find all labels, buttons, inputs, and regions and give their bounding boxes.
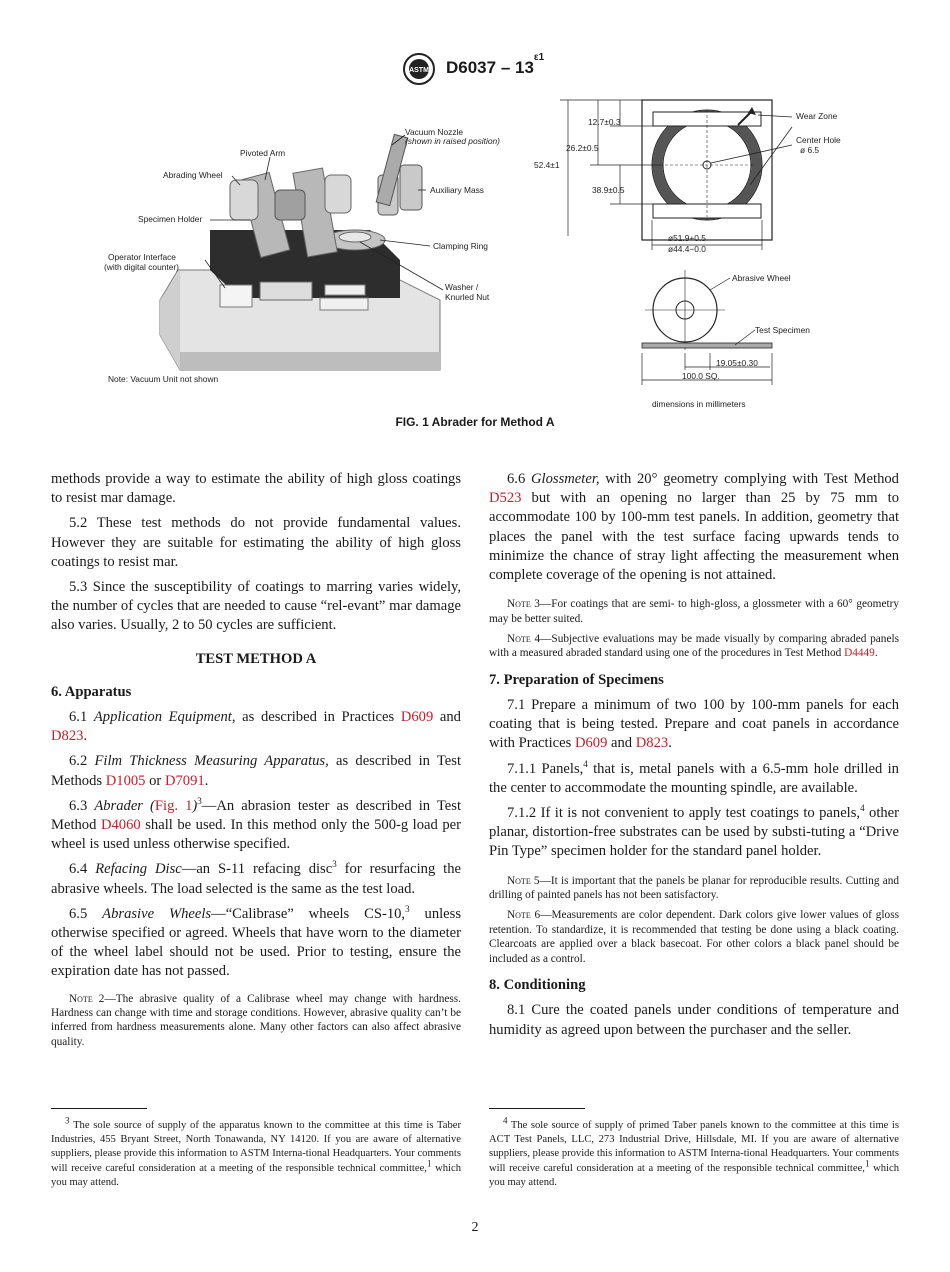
paragraph: methods provide a way to estimate the ability of high gloss coatings to resist mar damage. xyxy=(51,471,461,507)
figure-link[interactable]: Fig. 1 xyxy=(154,797,193,814)
note-2: Note 2—The abrasive quality of a Calibrase wheel may change with hardness. Hardness can change with time and storage conditions. However, abrasive quality can’t be inferred from hardness measurements alone. Many other factors can also affect abrasive quality. xyxy=(51,992,461,1048)
ref-link[interactable]: D609 xyxy=(574,735,608,752)
note-3: Note 3—For coatings that are semi- to high-gloss, a glossmeter with a 60° geometry may be better suited. xyxy=(489,598,900,625)
designation: $D6037 - 13^{\varepsilon 1}$ xyxy=(446,52,545,77)
svg-text:Knurled Nut: Knurled Nut xyxy=(445,292,490,302)
svg-text:Abrading Wheel: Abrading Wheel xyxy=(163,170,223,180)
ref-link[interactable]: D523 xyxy=(489,490,522,507)
abrader-photo xyxy=(100,120,520,390)
section-heading: 8. Conditioning xyxy=(489,977,586,994)
svg-text:ASTM: ASTM xyxy=(409,67,429,74)
specimen-drawing xyxy=(530,95,850,415)
ref-link[interactable]: D823 xyxy=(635,735,669,752)
note-6: Note 6—Measurements are color dependent. Dark colors give lower values of gloss retention. To standardize, it is recommended that testing be done using a black coating. Clearcoats are applied over a black basecoat. For other colors a black panel should be included as a control. xyxy=(489,909,900,965)
paragraph-7-1-1: 7.1.1 Panels,$^4$ that is, metal panels with a 6.5-mm hole drilled in the center to accommodate the mounting spindle, are available. xyxy=(489,758,899,796)
header xyxy=(400,52,570,86)
left-column xyxy=(51,470,461,1055)
footnote-rule xyxy=(51,1108,147,1109)
svg-text:Abrasive Wheel: Abrasive Wheel xyxy=(732,273,791,283)
svg-text:Specimen Holder: Specimen Holder xyxy=(138,214,203,224)
svg-text:Wear Zone: Wear Zone xyxy=(796,111,838,121)
svg-text:38.9±0.5: 38.9±0.5 xyxy=(592,185,625,195)
ref-link[interactable]: D7091 xyxy=(164,772,205,789)
svg-text:Washer /: Washer / xyxy=(445,282,479,292)
svg-text:Pivoted Arm: Pivoted Arm xyxy=(240,148,286,158)
section-heading: 7. Preparation of Specimens xyxy=(489,671,664,688)
figure-caption: FIG. 1 Abrader for Method A xyxy=(395,415,555,429)
svg-text:dimensions in millimeters: dimensions in millimeters xyxy=(652,399,746,409)
ref-link[interactable]: D4449 xyxy=(844,647,875,660)
section-heading: TEST METHOD A xyxy=(195,650,317,667)
paragraph-7-1: 7.1 Prepare a minimum of two 100 by 100-mm panels for each coating that is being tested. Prepare and coat panels in accordance with Practices D609 and D823. xyxy=(489,697,899,752)
note-4: Note 4—Subjective evaluations may be made visually by comparing abraded panels with a measured abraded standard using one of the procedures in Test Method D4449. xyxy=(489,633,899,660)
svg-text:Operator Interface: Operator Interface xyxy=(108,252,176,262)
paragraph-5-2: 5.2 These test methods do not provide fundamental values. However they are suitable for estimating the ability of high gloss coatings to resist mar. xyxy=(51,515,461,570)
paragraph-6-6: 6.6 Glossmeter, with 20° geometry complying with Test Method D523 but with an opening no larger than 25 by 75 mm to accommodate 100 by 100-mm test panels. In addition, geometry that places the panel with the test surface facing upwards tends to minimize the chance of stray light affecting the measurement when complete coverage of the opening is not attained. xyxy=(489,471,899,584)
paragraph-6-1: 6.1 Application Equipment, as described in Practices D609 and D823. xyxy=(51,709,461,745)
svg-text:Test Specimen: Test Specimen xyxy=(755,325,810,335)
svg-text:ø51.9+0.5: ø51.9+0.5 xyxy=(668,233,706,243)
svg-text:100.0 SQ.: 100.0 SQ. xyxy=(682,371,720,381)
ref-link[interactable]: D609 xyxy=(400,709,434,726)
paragraph-6-4: 6.4 Refacing Disc—an S-11 refacing disc$^3$ for resurfacing the abrasive wheels. The load selected is the same as the test load. xyxy=(51,859,461,897)
paragraph-7-1-2: 7.1.2 If it is not convenient to apply test coatings to panels,$^4$ other planar, distortion-free substrates can be used by substi-tuting a “Drive Pin Type” specimen holder for the standard panel holder. xyxy=(489,803,900,860)
svg-text:Note: Vacuum Unit not shown: Note: Vacuum Unit not shown xyxy=(108,374,219,384)
svg-text:ø 6.5: ø 6.5 xyxy=(800,145,820,155)
ref-link[interactable]: D823 xyxy=(51,728,84,745)
paragraph-5-3: 5.3 Since the susceptibility of coatings to marring varies widely, the number of cycles that are needed to cause “rel-evant” mar damage also varies. Usually, 2 to 50 cycles are sufficient. xyxy=(51,579,461,634)
svg-text:52.4±1: 52.4±1 xyxy=(534,160,560,170)
ref-link[interactable]: D4060 xyxy=(100,817,141,834)
ref-link[interactable]: D1005 xyxy=(105,772,146,789)
svg-text:26.2±0.5: 26.2±0.5 xyxy=(566,143,599,153)
paragraph-6-5: 6.5 Abrasive Wheels—“Calibrase” wheels CS-10,$^3$ unless otherwise specified or agreed. Wheels that have worn to the diameter of the wheel label should not be used. Prior to testing, ensure the expiration date has not passed. xyxy=(51,904,461,980)
paragraph-6-3: 6.3 Abrader (Fig. 1)$^3$—An abrasion tester as described in Test Method D4060 shall be used. In this method only the 500-g load per wheel is used unless otherwise specified. xyxy=(51,795,461,853)
paragraph-6-2: 6.2 Film Thickness Measuring Apparatus, as described in Test Methods D1005 or D7091. xyxy=(51,753,461,789)
paragraph-8-1: 8.1 Cure the coated panels under conditions of temperature and humidity as agreed upon between the purchaser and the seller. xyxy=(489,1002,899,1038)
svg-text:Auxiliary Mass: Auxiliary Mass xyxy=(430,185,484,195)
astm-logo xyxy=(400,52,438,86)
section-heading: 6. Apparatus xyxy=(51,683,132,700)
footnote-3: $^3$ The sole source of supply of the apparatus known to the committee at this time is Taber Industries, 455 Bryant Street, North Tonawanda, NY 14120. If you are aware of alternative suppliers, please provide this information to ASTM Interna-tional Headquarters. Your comments will receive careful consideration at a meeting of the responsible technical committee,$^1$ which you may attend. xyxy=(51,1115,461,1188)
svg-text:(shown in raised position): (shown in raised position) xyxy=(405,136,500,146)
svg-text:(with digital counter): (with digital counter) xyxy=(104,262,179,272)
svg-text:12.7±0.3: 12.7±0.3 xyxy=(588,117,621,127)
page-number: 2 xyxy=(471,1220,479,1235)
svg-text:ø44.4−0.0: ø44.4−0.0 xyxy=(668,244,706,254)
footnote-4: $^4$ The sole source of supply of primed Taber panels known to the committee at this time is ACT Test Panels, LLC, 273 Industrial Drive, Hillsdale, MI. If you are aware of alternative suppliers, please provide this information to ASTM Interna-tional Headquarters. Your comments will receive careful consideration at a meeting of the responsible technical committee,$^1$ which you may attend. xyxy=(489,1115,899,1188)
note-5: Note 5—It is important that the panels be planar for reproducible results. Cutting and drilling of painted panels has not been satisfactory. xyxy=(489,874,899,902)
svg-text:19.05±0.30: 19.05±0.30 xyxy=(716,358,758,368)
svg-text:Clamping Ring: Clamping Ring xyxy=(433,241,488,251)
right-column xyxy=(489,470,899,1046)
footnote-rule xyxy=(489,1108,585,1109)
svg-text:Vacuum Nozzle: Vacuum Nozzle xyxy=(405,127,464,137)
svg-text:Center Hole: Center Hole xyxy=(796,135,841,145)
